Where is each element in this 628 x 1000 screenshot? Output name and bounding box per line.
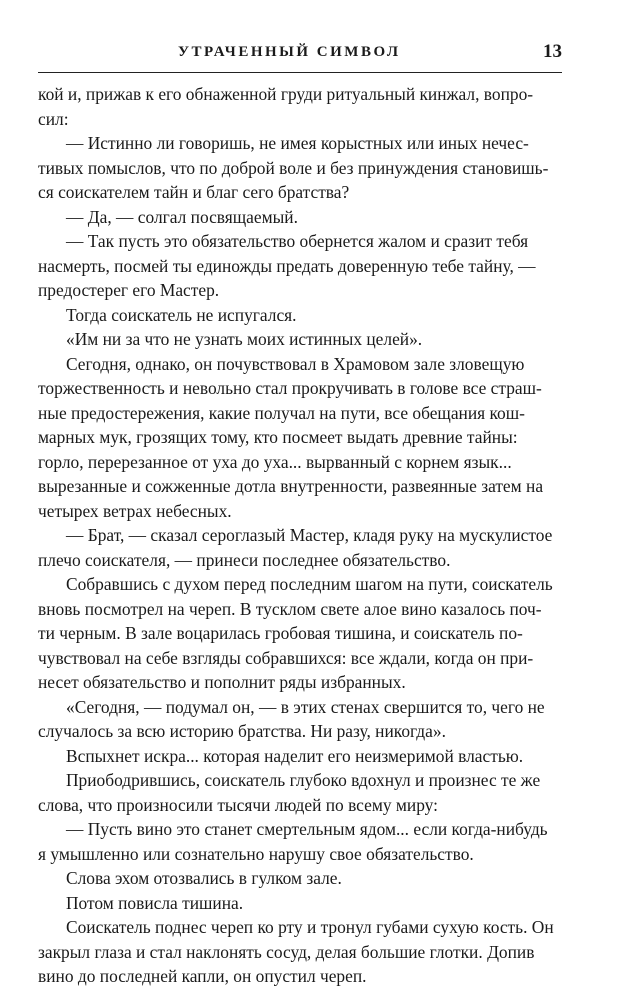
text-line: Собравшись с духом перед последним шагом на пути, соискатель [66,574,553,594]
text-line: ся соискателем тайн и благ сего братства? [38,182,350,202]
paragraph [38,915,562,989]
text-line: торжественность и невольно стал прокручивать в голове все страш- [38,378,542,398]
header-rule [38,72,562,73]
text-line: четырех ветрах небесных. [38,500,232,521]
text-line: сил: [38,108,69,129]
text-line: Потом повисла тишина. [66,892,244,913]
paragraph [38,768,562,817]
text-line: вырезанные и сожженные дотла внутренности, развеянные затем на [38,476,544,496]
text-line: марных мук, грозящих тому, кто посмеет выдать древние тайны: [38,427,518,447]
text-line: — Пусть вино это станет смертельным ядом... если когда-нибудь [66,819,548,839]
body-text [38,82,562,989]
text-line: предостерег его Мастер. [38,280,220,300]
running-head [38,40,562,70]
paragraph [38,327,562,352]
text-line: Слова эхом отозвались в гулком зале. [66,868,342,888]
text-line: закрыл глаза и стал наклонять сосуд, делая большие глотки. Допив [38,941,535,962]
paragraph [38,229,562,303]
text-line: случалось за всю историю братства. Ни разу, никогда». [38,721,446,741]
paragraph [38,205,562,230]
text-line: насмерть, посмей ты единожды предать доверенную тебе тайну, — [38,255,536,276]
paragraph [38,695,562,744]
text-line: «Им ни за что не узнать моих истинных целей». [66,329,423,349]
paragraph [38,572,562,695]
paragraph [38,891,562,916]
running-title: УТРАЧЕННЫЙ СИМВОЛ [178,44,401,60]
text-line: — Так пусть это обязательство обернется жалом и сразит тебя [66,231,529,251]
text-line: кой и, прижав к его обнаженной груди ритуальный кинжал, вопро- [38,84,534,104]
text-line: «Сегодня, — подумал он, — в этих стенах свершится то, чего не [66,696,545,717]
page-number: 13 [543,41,562,62]
paragraph [38,131,562,205]
paragraph [38,866,562,891]
text-line: ти черным. В зале воцарилась гробовая тишина, и соискатель по- [38,623,523,643]
text-line: ные предостережения, какие получал на пути, все обещания кош- [38,402,525,423]
text-line: Сегодня, однако, он почувствовал в Храмовом зале зловещую [66,353,525,374]
paragraph [38,523,562,572]
text-line: Вспыхнет искра... которая наделит его неизмеримой властью. [66,745,524,766]
text-line: плечо соискателя, — принеси последнее обязательство. [38,549,451,570]
paragraph [38,817,562,866]
paragraph [38,303,562,328]
text-line: несет обязательство и пополнит ряды избранных. [38,672,406,692]
text-line: горло, перерезанное от уха до уха... вырванный с корнем язык... [38,451,512,472]
paragraph [38,82,562,131]
text-line: чувствовал на себе взгляды собравшихся: все ждали, когда он при- [38,647,534,668]
paragraph [38,744,562,769]
text-line: Тогда соискатель не испугался. [66,304,297,325]
text-line: вновь посмотрел на череп. В тусклом свете алое вино казалось поч- [38,598,542,619]
text-line: — Да, — солгал посвящаемый. [66,206,298,227]
text-line: Соискатель поднес череп ко рту и тронул губами сухую кость. Он [66,917,554,937]
text-line: — Брат, — сказал сероглазый Мастер, кладя руку на мускулистое [66,525,553,545]
text-line: я умышленно или сознательно нарушу свое обязательство. [38,843,474,864]
paragraph [38,352,562,524]
text-line: — Истинно ли говоришь, не имея корыстных или иных нечес- [66,133,529,153]
text-line: слова, что произносили тысячи людей по всему миру: [38,794,438,815]
text-line: тивых помыслов, что по доброй воле и без принуждения становишь- [38,157,549,178]
text-line: Приободрившись, соискатель глубоко вдохнул и произнес те же [66,770,541,790]
text-line: вино до последней капли, он опустил череп. [38,966,367,986]
